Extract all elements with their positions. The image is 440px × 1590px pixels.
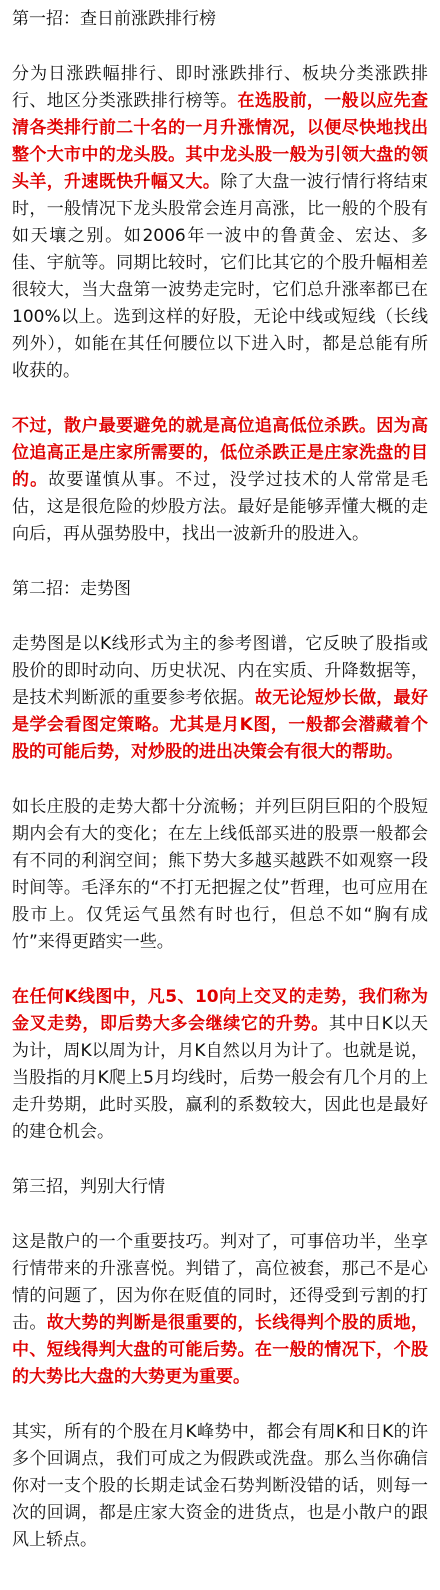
- highlighted-text: 在任何K线图中，凡5、10向上交叉的走势，我们称为金叉走势，即后势大多会继续它的升势。: [12, 987, 428, 1034]
- highlighted-text: 不过，散户最要避免的就是高位追高低位杀跌。因为高位追高正是庄家所需要的，低位杀跌正是庄家洗盘的目的。: [12, 416, 428, 490]
- body-text: 分为日涨跌幅排行、即时涨跌排行、板块分类涨跌排行、地区分类涨跌排行榜等。: [12, 64, 428, 111]
- section-2-paragraph-2: [12, 794, 428, 956]
- section-3-title: 第三招，判别大行情: [12, 1177, 165, 1197]
- body-text: 走势图是以K线形式为主的参考图谱，它反映了股指或股价的即时动向、历史状况、内在实质、升降数据等，是技术判断派的重要参考依据。: [12, 634, 428, 708]
- section-3-paragraph-2: [12, 1419, 428, 1554]
- section-3-paragraph-1: [12, 1229, 428, 1391]
- body-text: 这是散户的一个重要技巧。判对了，可事倍功半，坐享行情带来的升涨喜悦。判错了，高位被套，那己不是心情的问题了，因为你在贬值的同时，还得受到亏割的打击。: [12, 1232, 428, 1333]
- highlighted-text: 故无论短炒长做，最好是学会看图定策略。尤其是月K图，一般都会潜藏着个股的可能后势，对炒股的进出决策会有很大的帮助。: [12, 688, 429, 762]
- section-1-paragraph-1: [12, 61, 428, 385]
- highlighted-text: 故大势的判断是很重要的，长线得判个股的质地，中、短线得判大盘的可能后势。在一般的情况下，个股的大势比大盘的大势更为重要。: [12, 1313, 429, 1387]
- section-2-title: 第二招：走势图: [12, 579, 131, 599]
- body-text: 故要谨慎从事。不过，没学过技术的人常常是毛估，这是很危险的炒股方法。最好是能够弄懂大概的走向后，再从强势股中，找出一波新升的股进入。: [12, 470, 429, 544]
- body-text: 其实，所有的个股在月K峰势中，都会有周K和日K的许多个回调点，我们可成之为假跌或洗盘。那么当你确信你对一支个股的长期走试金石势判断没错的话，则每一次的回调，都是庄家大资金的进货点，也是小散户的跟风上轿点。: [12, 1422, 428, 1550]
- body-text: 如长庄股的走势大都十分流畅；并列巨阴巨阳的个股短期内会有大的变化；在左上线低部买进的股票一般都会有不同的利润空间；熊下势大多越买越跌不如观察一段时间等。毛泽东的“不打无把握之仗”哲理，也可应用在股市上。仅凭运气虽然有时也行，但总不如“胸有成竹”来得更踏实一些。: [12, 797, 428, 952]
- body-text: 其中日K以天为计，周K以周为计，月K自然以月为计了。也就是说，当股指的月K爬上5月均线时，后势一般会有几个月的上走升势期，此时买股，赢利的系数较大，因此也是最好的建仓机会。: [12, 1014, 429, 1142]
- body-text: 除了大盘一波行情行将结束时，一般情况下龙头股常会连月高涨，比一般的个股有如天壤之别。如2006年一波中的鲁黄金、宏达、多佳、宇航等。同期比较时，它们比其它的个股升幅相差很较大，当大盘第一波势走完时，它们总升涨率都已在100%以上。选到这样的好股，无论中线或短线（长线列外），如能在其任何腰位以下进入时，都是总能有所收获的。: [12, 172, 429, 381]
- section-2-paragraph-3: [12, 984, 428, 1146]
- section-2-paragraph-1: [12, 631, 428, 766]
- section-1-title: 第一招：查日前涨跌排行榜: [12, 9, 216, 29]
- section-1-paragraph-2: [12, 413, 428, 548]
- highlighted-text: 在选股前，一般以应先查清各类排行前二十名的一月升涨情况，以便尽快地找出整个大市中的龙头股。其中龙头股一般为引领大盘的领头羊，升速既快升幅又大。: [12, 91, 429, 192]
